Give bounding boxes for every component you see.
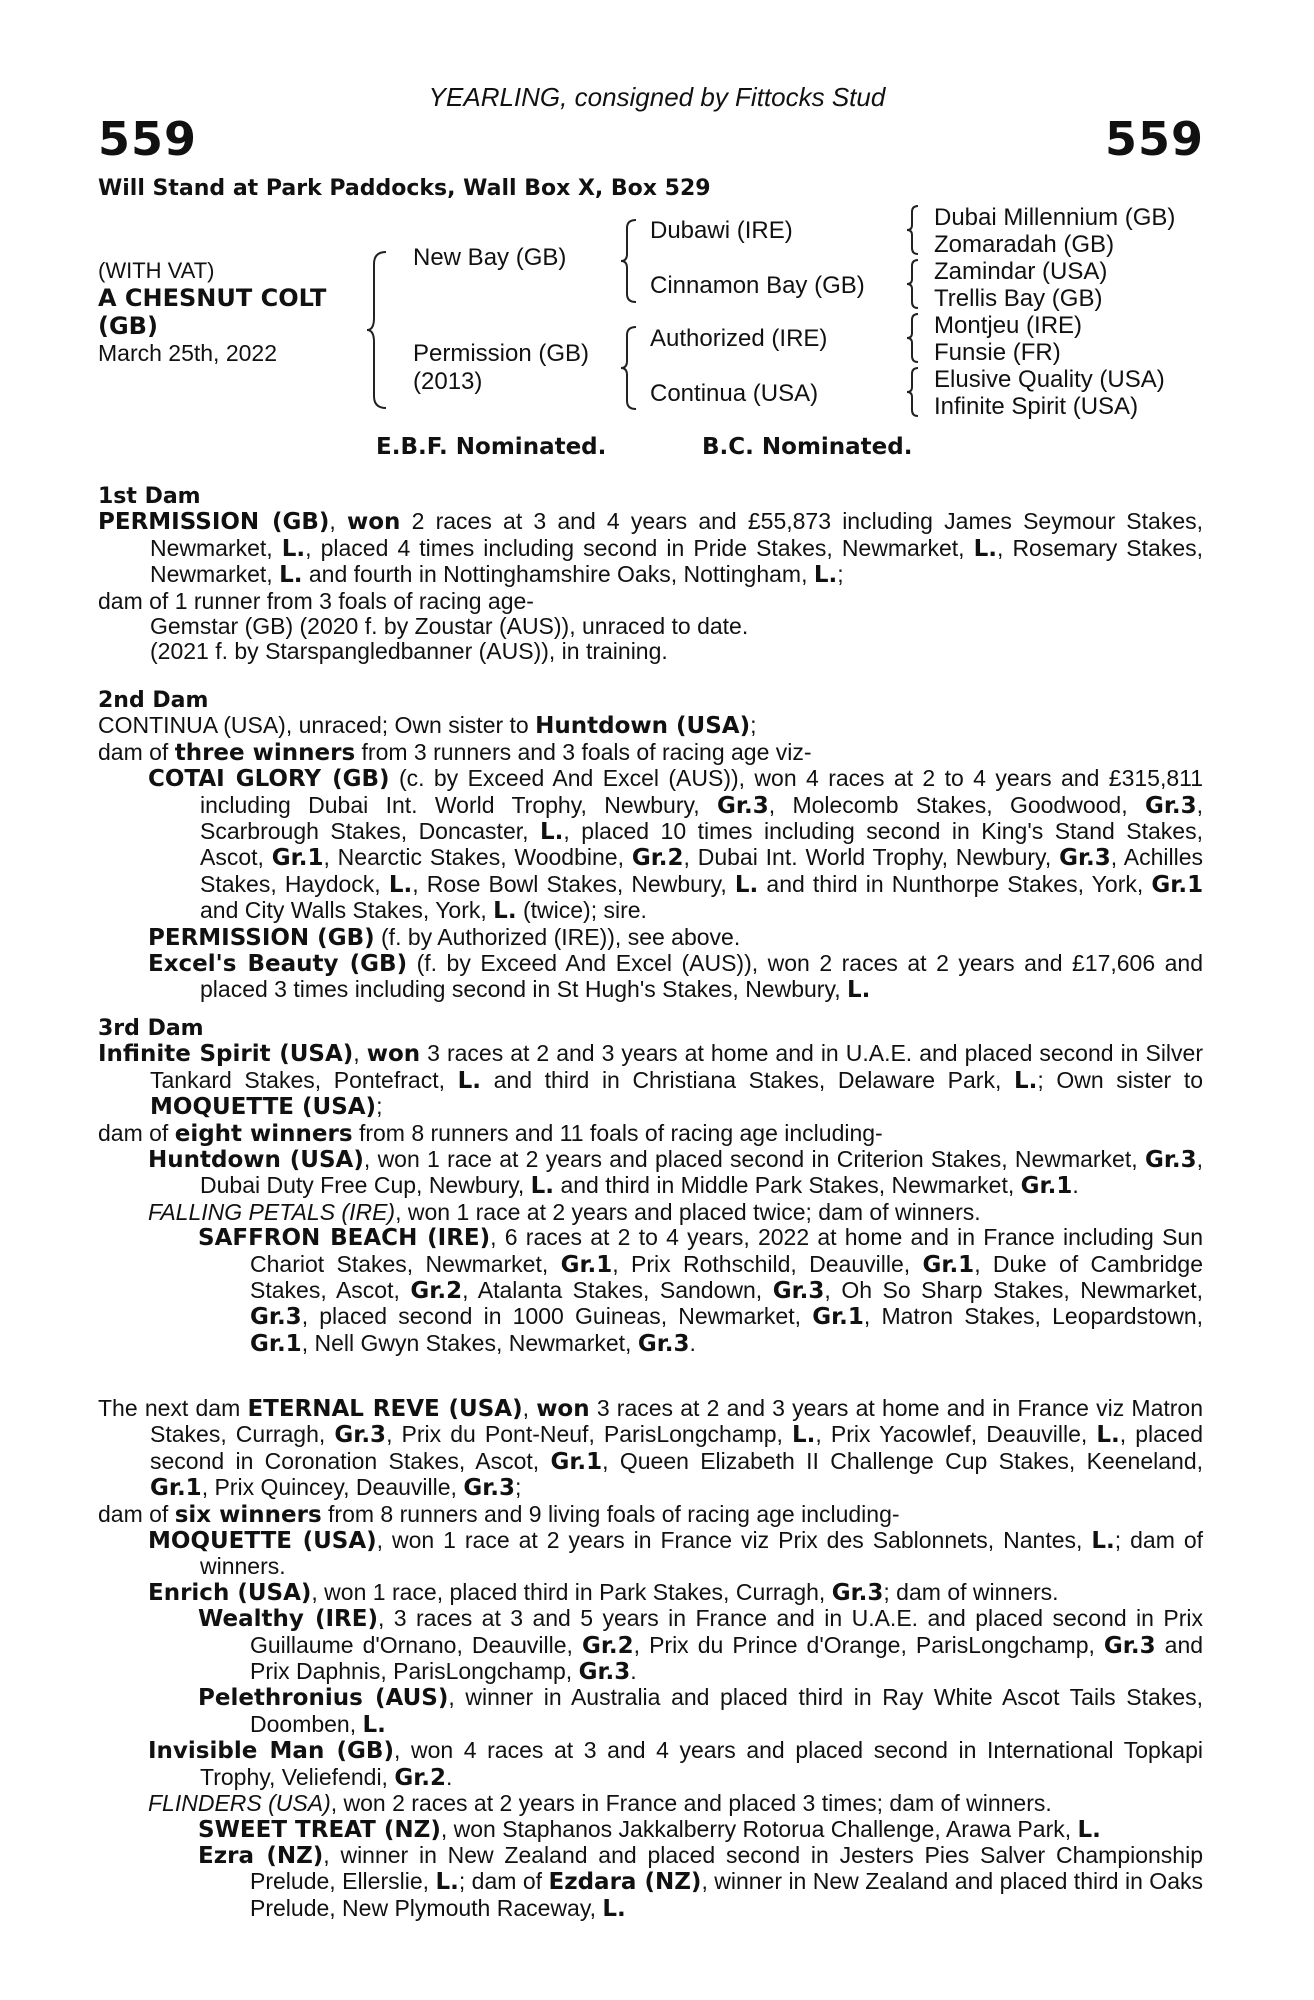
first-dam-heading: 1st Dam — [98, 484, 201, 509]
text-run: , placed second in Coronation Stakes, Ascot, — [150, 1421, 1204, 1474]
consignor-line: YEARLING, consigned by Fittocks Stud — [428, 82, 886, 112]
text-run: FALLING PETALS (IRE) — [148, 1198, 396, 1225]
text-run: , Dubai Duty Free Cup, Newbury, — [200, 1146, 1204, 1199]
ped-g5: Montjeu (IRE) — [934, 312, 1083, 339]
next-dam-section — [98, 1396, 1203, 1922]
text-run: , 3 races at 3 and 5 years in France and in U.A.E. and placed second in Prix Guillaume d'Ornano, Deauville, — [250, 1605, 1203, 1658]
text-run: from 8 runners and 11 foals of racing age including- — [358, 1119, 883, 1146]
text-run: , Oh So Sharp Stakes, Newmarket, — [824, 1277, 1203, 1304]
text-run: and fourth in Nottinghamshire Oaks, Nottingham, — [308, 561, 808, 588]
text-run: L. — [1096, 1422, 1120, 1449]
produce-2: (2021 f. by Starspangledbanner (AUS)), in training. — [150, 638, 668, 665]
text-run: from 8 runners and 9 living foals of racing age including- — [328, 1500, 900, 1527]
dam-name: Permission (GB) — [413, 340, 590, 367]
lot-number-right: 559 — [1104, 112, 1204, 166]
text-run: L. — [847, 977, 871, 1004]
text-run: Gr.3 — [831, 1579, 884, 1606]
text-run: L. — [792, 1422, 816, 1449]
produce-saffron-beach: SAFFRON BEACH (IRE), 6 races at 2 to 4 years, 2022 at home and in France including Sun Chariot Stakes, Newmarket, Gr.1, Prix Rothschild, Deauville, Gr.1, Duke of Cambridge Stakes, Ascot, Gr.2, Atalanta Stakes, Sandown, Gr.3, Oh So Sharp Stakes, Newmarket, Gr.3, placed second in 1000 Guineas, Newmarket, Gr.1, Matron Stakes, Leopardstown, Gr.1, Nell Gwyn Stakes, Newmarket, Gr.3. — [198, 1224, 1204, 1357]
text-run: , won Staphanos Jakkalberry Rotorua Challenge, Arawa Park, — [440, 1815, 1072, 1842]
ped-g3: Zamindar (USA) — [934, 258, 1108, 285]
text-run: , Prix Rothschild, Deauville, — [612, 1250, 911, 1277]
second-dam-heading: 2nd Dam — [98, 688, 209, 713]
ped-g4: Trellis Bay (GB) — [934, 285, 1103, 312]
text-run: L. — [530, 1173, 555, 1200]
pedigree-brace-main — [366, 250, 388, 410]
text-run: Gr.1 — [1020, 1173, 1073, 1200]
ped-g1: Dubai Millennium (GB) — [934, 204, 1176, 231]
text-run: , 6 races at 2 to 4 years, 2022 at home and in France including Sun Chariot Stakes, Newmarket, — [250, 1224, 1203, 1277]
text-run: Huntdown (USA) — [535, 713, 751, 740]
text-run: L. — [1091, 1528, 1115, 1555]
text-run: L. — [279, 562, 303, 589]
text-run: Gr.3 — [334, 1422, 387, 1449]
text-run: (f. by Exceed And Excel (AUS)), won 2 races at 2 years and £17,606 and placed 3 times including second in St Hugh's Stakes, Newbury, — [200, 950, 1204, 1003]
text-run: , Prix du Pont-Neuf, ParisLongchamp, — [386, 1421, 783, 1448]
text-run: Gr.1 — [1151, 871, 1204, 898]
text-run: L. — [388, 871, 413, 898]
produce-excels-beauty — [98, 951, 1203, 1004]
text-run: Huntdown (USA) — [148, 1147, 364, 1174]
text-run: L. — [813, 562, 838, 589]
text-run: ; — [837, 561, 844, 588]
text-run: L. — [493, 898, 517, 925]
text-run: Gr.3 — [772, 1278, 825, 1305]
text-run: MOQUETTE (USA) — [150, 1094, 377, 1121]
text-run: Gr.1 — [812, 1304, 864, 1331]
first-dam-produce-summary: dam of 1 runner from 3 foals of racing age- — [98, 587, 534, 614]
dam-dam: Continua (USA) — [650, 380, 819, 407]
text-run: L. — [362, 1711, 386, 1738]
produce-cotai-glory — [98, 766, 1203, 924]
sire-name: New Bay (GB) — [413, 244, 567, 271]
produce-1: Gemstar (GB) (2020 f. by Zoustar (AUS)), unraced to date. — [150, 613, 749, 640]
text-run: Infinite Spirit (USA) — [98, 1041, 354, 1068]
text-run: , Atalanta Stakes, Sandown, — [462, 1277, 763, 1304]
text-run: , placed 10 times including second in King's Stand Stakes, Ascot, — [200, 818, 1203, 871]
text-run: ; dam of winners. — [200, 1527, 1204, 1580]
text-run: won — [536, 1396, 590, 1422]
text-run: ; Own sister to — [1037, 1066, 1204, 1093]
text-run: L. — [457, 1067, 481, 1094]
third-dam-record: Infinite Spirit (USA), won 3 races at 2 and 3 years at home and in U.A.E. and placed second in Silver Tankard Stakes, Pontefract, L. and third in Christiana Stakes, Delaware Park, L.; Own sister to MOQUETTE (USA); — [98, 1040, 1204, 1121]
text-run: Gr.3 — [578, 1659, 631, 1686]
text-run: from 3 runners and 3 foals of racing age viz- — [361, 738, 812, 765]
text-run: , winner in Australia and placed third in Ray White Ascot Tails Stakes, Doomben, — [250, 1684, 1203, 1737]
pedigree-brace-g4 — [906, 366, 920, 418]
text-run: Gr.3 — [717, 792, 769, 819]
text-run: , won 1 race at 2 years and placed twice; dam of winners. — [395, 1198, 981, 1225]
text-run: Gr.2 — [581, 1632, 634, 1659]
dam-sire: Authorized (IRE) — [650, 325, 828, 352]
text-run: 2 races at 3 and 4 years and £55,873 including James Seymour Stakes, Newmarket, — [150, 508, 1204, 561]
text-run: Pelethronius (AUS) — [198, 1685, 449, 1712]
subject-country: (GB) — [98, 312, 158, 340]
text-run: won — [347, 509, 401, 536]
text-run: , Prix du Prince d'Orange, ParisLongchamp, — [633, 1631, 1095, 1658]
produce-ezra — [98, 1843, 1203, 1922]
sire-sire: Dubawi (IRE) — [650, 217, 793, 244]
text-run: , Prix Quincey, Deauville, — [201, 1474, 457, 1501]
text-run: CONTINUA (USA), unraced; Own sister to — [98, 712, 529, 739]
text-run: ; — [376, 1093, 383, 1120]
text-run: ; dam of winners. — [883, 1578, 1059, 1605]
text-run: FLINDERS (USA) — [148, 1790, 331, 1817]
text-run: , winner in New Zealand and placed second in Jesters Pies Salver Championship Prelude, Ellerslie, — [250, 1841, 1203, 1895]
text-run: (c. by Exceed And Excel (AUS)), won 4 races at 2 to 4 years and £315,811 including Dubai Int. World Trophy, Newbury, — [200, 765, 1204, 818]
third-dam-heading: 3rd Dam — [98, 1016, 204, 1041]
third-dam-produce-summary — [98, 1121, 1203, 1147]
text-run: The next dam — [98, 1395, 241, 1421]
text-run: , Matron Stakes, Leopardstown, — [863, 1303, 1204, 1330]
text-run: , Rose Bowl Stakes, Newbury, — [412, 870, 727, 897]
text-run: Gr.2 — [410, 1278, 463, 1305]
text-run: , placed second in 1000 Guineas, Newmarket, — [301, 1303, 801, 1330]
text-run: MOQUETTE (USA) — [148, 1528, 377, 1555]
text-run: Gr.1 — [250, 1330, 302, 1357]
text-run: , Nearctic Stakes, Woodbine, — [323, 844, 624, 871]
dam-year: (2013) — [413, 368, 483, 395]
text-run: ; dam of — [458, 1868, 543, 1895]
ped-g8: Infinite Spirit (USA) — [934, 393, 1139, 420]
text-run: eight winners — [174, 1120, 353, 1147]
text-run: L. — [973, 535, 997, 562]
text-run: 3 races at 2 and 3 years at home and in U.A.E. and placed second in Silver Tankard Stakes, Pontefract, — [150, 1040, 1203, 1093]
produce-moquette — [98, 1528, 1203, 1580]
second-dam-produce-summary — [98, 740, 1203, 766]
text-run: six winners — [174, 1501, 322, 1528]
third-dam-section — [98, 1016, 1203, 1357]
text-run: Gr.2 — [631, 845, 684, 872]
produce-wealthy: Wealthy (IRE), 3 races at 3 and 5 years in France and in U.A.E. and placed second in Prix Guillaume d'Ornano, Deauville, Gr.2, Prix du Prince d'Orange, ParisLongchamp, Gr.3 and Prix Daphnis, ParisLongchamp, Gr.3. — [198, 1605, 1204, 1686]
lot-number-left: 559 — [98, 112, 198, 166]
text-run: Gr.3 — [1144, 792, 1197, 819]
text-run: Gr.3 — [463, 1475, 515, 1502]
pedigree-brace-g1 — [906, 204, 920, 256]
produce-sweet-treat — [98, 1817, 1203, 1843]
text-run: Gr.1 — [150, 1475, 202, 1502]
text-run: Gr.1 — [922, 1251, 975, 1278]
text-run: , won 4 races at 3 and 4 years and placed second in International Topkapi Trophy, Veliefendi, — [200, 1737, 1203, 1790]
text-run: , Duke of Cambridge Stakes, Ascot, — [250, 1250, 1204, 1304]
text-run: L. — [281, 535, 306, 562]
text-run: Gr.1 — [271, 845, 324, 872]
next-dam-produce-summary — [98, 1502, 1203, 1528]
produce-falling-petals — [98, 1200, 1203, 1225]
text-run: Gr.3 — [1059, 845, 1111, 872]
text-run: Gr.3 — [1103, 1632, 1156, 1659]
text-run: and Prix Daphnis, ParisLongchamp, — [250, 1631, 1204, 1685]
text-run: , Nell Gwyn Stakes, Newmarket, — [301, 1329, 632, 1356]
text-run: , Scarbrough Stakes, Doncaster, — [200, 791, 1204, 845]
sire-dam: Cinnamon Bay (GB) — [650, 272, 865, 299]
text-run: Wealthy (IRE) — [198, 1606, 378, 1633]
produce-pelethronius — [98, 1685, 1203, 1738]
first-dam-section — [98, 484, 1203, 665]
text-run: dam of — [98, 1500, 169, 1527]
text-run: ETERNAL REVE (USA) — [247, 1396, 523, 1422]
text-run: and third in Nunthorpe Stakes, York, — [766, 870, 1144, 897]
stand-location: Will Stand at Park Paddocks, Wall Box X, Box 529 — [98, 176, 711, 201]
vat-label: (WITH VAT) — [98, 258, 215, 283]
text-run: , Molecomb Stakes, Goodwood, — [768, 791, 1128, 818]
text-run: and third in Christiana Stakes, Delaware Park, — [493, 1066, 1002, 1093]
text-run: Gr.2 — [394, 1764, 447, 1791]
produce-enrich — [98, 1580, 1203, 1606]
text-run: L. — [602, 1895, 626, 1922]
text-run: Gr.1 — [560, 1251, 613, 1278]
text-run: , won 1 race at 2 years in France viz Prix des Sablonnets, Nantes, — [376, 1527, 1083, 1554]
ped-g6: Funsie (FR) — [934, 339, 1061, 366]
first-dam-record: PERMISSION (GB), won 2 races at 3 and 4 years and £55,873 including James Seymour Stakes, Newmarket, L., placed 4 times including second in Pride Stakes, Newmarket, L., Rosemary Stakes, Newmarket, L. and fourth in Nottinghamshire Oaks, Nottingham, L.; — [98, 508, 1204, 589]
text-run: COTAI GLORY (GB) — [148, 766, 390, 793]
text-run: Enrich (USA) — [148, 1579, 312, 1606]
text-run: , won 1 race, placed third in Park Stakes, Curragh, — [311, 1578, 826, 1605]
next-dam-record: The next dam ETERNAL REVE (USA), won 3 races at 2 and 3 years at home and in France viz Matron Stakes, Curragh, Gr.3, Prix du Pont-Neuf, ParisLongchamp, L., Prix Yacowlef, Deauville, L., placed second in Coronation Stakes, Ascot, Gr.1, Queen Elizabeth II Challenge Cup Stakes, Keeneland, Gr.1, Prix Quincey, Deauville, Gr.3; — [98, 1395, 1204, 1502]
subject-foaled: March 25th, 2022 — [98, 340, 278, 366]
second-dam-intro: CONTINUA (USA), unraced; Own sister to Huntdown (USA); — [98, 712, 757, 740]
text-run: SAFFRON BEACH (IRE) — [198, 1225, 491, 1252]
text-run: Gr.3 — [250, 1304, 302, 1331]
pedigree-brace-dam — [620, 325, 638, 411]
text-run: SWEET TREAT (NZ) — [198, 1816, 441, 1843]
text-run: Gr.1 — [550, 1448, 603, 1475]
text-run: L. — [435, 1869, 459, 1896]
second-dam-section — [98, 688, 1203, 1004]
text-run: and City Walls Stakes, York, — [200, 897, 487, 924]
text-run: Invisible Man (GB) — [148, 1738, 394, 1765]
text-run: , Queen Elizabeth II Challenge Cup Stakes, Keeneland, — [602, 1447, 1203, 1474]
text-run: Gr.3 — [637, 1330, 690, 1357]
text-run: Ezra (NZ) — [198, 1842, 324, 1869]
text-run: (twice); sire. — [522, 897, 647, 924]
text-run: L. — [734, 871, 759, 898]
text-run: , won 2 races at 2 years in France and placed 3 times; dam of winners. — [330, 1790, 1052, 1817]
text-run: won — [366, 1041, 421, 1068]
ped-g7: Elusive Quality (USA) — [934, 366, 1165, 393]
text-run: L. — [540, 819, 564, 846]
text-run: dam of — [98, 1119, 169, 1146]
text-run: 3 races at 2 and 3 years at home and in France viz Matron Stakes, Curragh, — [150, 1395, 1204, 1448]
ebf-nominated: E.B.F. Nominated. — [376, 434, 607, 460]
text-run: L. — [1077, 1816, 1101, 1843]
text-run: Gr.3 — [1144, 1147, 1197, 1174]
text-run: three winners — [174, 739, 356, 766]
text-run: , won 1 race at 2 years and placed second in Criterion Stakes, Newmarket, — [363, 1146, 1138, 1173]
pedigree-brace-g2 — [906, 258, 920, 310]
text-run: dam of — [98, 738, 169, 765]
text-run: , Dubai Int. World Trophy, Newbury, — [683, 844, 1052, 871]
subject-name: A CHESNUT COLT — [98, 284, 327, 312]
text-run: Ezdara (NZ) — [548, 1869, 702, 1896]
text-run: , placed 4 times including second in Pride Stakes, Newmarket, — [305, 534, 965, 561]
produce-flinders — [98, 1791, 1203, 1816]
produce-huntdown: Huntdown (USA), won 1 race at 2 years and placed second in Criterion Stakes, Newmarket, Gr.3, Dubai Duty Free Cup, Newbury, L. and third in Middle Park Stakes, Newmarket, Gr.1. — [148, 1146, 1204, 1200]
text-run: , winner in New Zealand and placed third in Oaks Prelude, New Plymouth Raceway, — [250, 1868, 1203, 1921]
text-run: PERMISSION (GB) — [98, 509, 330, 536]
text-run: , Achilles Stakes, Haydock, — [200, 844, 1203, 897]
bc-nominated: B.C. Nominated. — [702, 434, 913, 460]
text-run: PERMISSION (GB) — [148, 924, 375, 951]
text-run: , Rosemary Stakes, Newmarket, — [150, 534, 1204, 588]
ped-g2: Zomaradah (GB) — [934, 231, 1115, 258]
text-run: and third in Middle Park Stakes, Newmarket, — [560, 1172, 1015, 1199]
produce-permission — [98, 925, 1203, 951]
text-run: (f. by Authorized (IRE)), see above. — [381, 923, 741, 950]
pedigree-brace-g3 — [906, 312, 920, 364]
text-run: , Prix Yacowlef, Deauville, — [815, 1421, 1088, 1448]
pedigree-brace-sire — [620, 218, 638, 304]
text-run: L. — [1013, 1067, 1038, 1094]
text-run: Excel's Beauty (GB) — [148, 951, 408, 978]
produce-invisible-man: Invisible Man (GB), won 4 races at 3 and 4 years and placed second in International Topkapi Trophy, Veliefendi, Gr.2. — [148, 1737, 1203, 1791]
